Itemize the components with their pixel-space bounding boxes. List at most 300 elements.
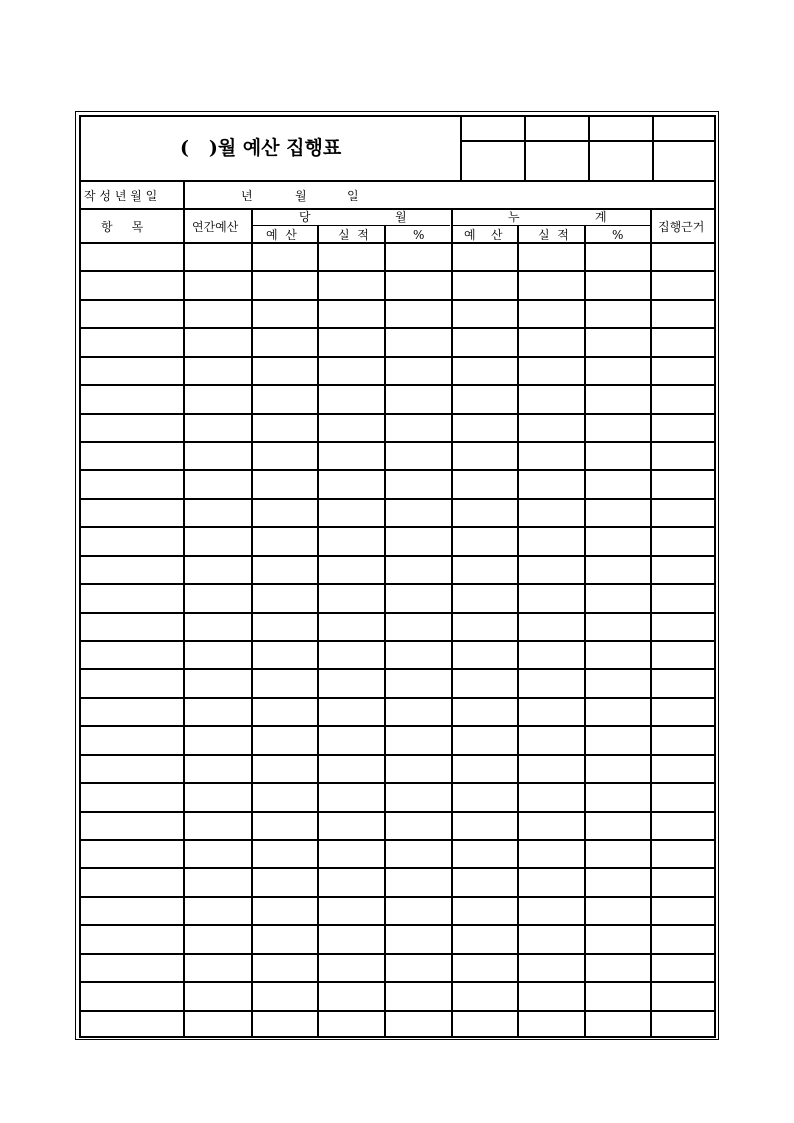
table-cell[interactable]: [654, 563, 712, 581]
table-cell[interactable]: [388, 705, 447, 723]
table-cell[interactable]: [521, 875, 580, 893]
table-cell[interactable]: [654, 534, 712, 552]
table-cell[interactable]: [187, 904, 247, 922]
table-cell[interactable]: [654, 676, 712, 694]
table-cell[interactable]: [588, 989, 646, 1007]
table-cell[interactable]: [83, 563, 179, 581]
table-cell[interactable]: [455, 705, 513, 723]
table-cell[interactable]: [521, 449, 580, 467]
table-cell[interactable]: [321, 449, 380, 467]
table-cell[interactable]: [255, 875, 313, 893]
table-cell[interactable]: [521, 278, 580, 296]
table-cell[interactable]: [521, 1018, 580, 1036]
table-cell[interactable]: [388, 591, 447, 609]
header-bottom: [79, 242, 716, 244]
table-cell[interactable]: [588, 250, 646, 268]
table-cell[interactable]: [654, 364, 712, 382]
table-cell[interactable]: [321, 250, 380, 268]
column-divider: [384, 225, 386, 1038]
table-cell[interactable]: [588, 591, 646, 609]
table-cell[interactable]: [255, 477, 313, 495]
table-cell[interactable]: [83, 961, 179, 979]
column-divider: [650, 208, 652, 1038]
table-row: [79, 583, 716, 585]
table-cell[interactable]: [255, 847, 313, 865]
table-cell[interactable]: [521, 676, 580, 694]
table-row: [79, 327, 716, 329]
table-cell[interactable]: [187, 449, 247, 467]
approval-box-divider: [588, 115, 590, 182]
table-cell[interactable]: [388, 620, 447, 638]
table-cell[interactable]: [321, 989, 380, 1007]
table-cell[interactable]: [255, 591, 313, 609]
table-cell[interactable]: [455, 534, 513, 552]
table-cell[interactable]: [321, 932, 380, 950]
table-cell[interactable]: [654, 307, 712, 325]
table-cell[interactable]: [455, 733, 513, 751]
table-cell[interactable]: [588, 563, 646, 581]
table-cell[interactable]: [521, 648, 580, 666]
table-cell[interactable]: [321, 534, 380, 552]
table-cell[interactable]: [388, 364, 447, 382]
table-cell[interactable]: [255, 1018, 313, 1036]
table-cell[interactable]: [388, 335, 447, 353]
table-cell[interactable]: [321, 506, 380, 524]
table-cell[interactable]: [654, 819, 712, 837]
table-cell[interactable]: [588, 961, 646, 979]
table-cell[interactable]: [388, 790, 447, 808]
table-cell[interactable]: [654, 620, 712, 638]
table-cell[interactable]: [321, 392, 380, 410]
table-cell[interactable]: [321, 847, 380, 865]
table-cell[interactable]: [321, 819, 380, 837]
table-cell[interactable]: [521, 762, 580, 780]
approval-box-divider: [652, 115, 654, 182]
table-cell[interactable]: [187, 250, 247, 268]
table-cell[interactable]: [588, 1018, 646, 1036]
table-cell[interactable]: [83, 1018, 179, 1036]
table-cell[interactable]: [455, 506, 513, 524]
table-cell[interactable]: [83, 620, 179, 638]
table-cell[interactable]: [321, 705, 380, 723]
table-cell[interactable]: [588, 733, 646, 751]
table-row: [79, 441, 716, 443]
table-cell[interactable]: [388, 506, 447, 524]
table-cell[interactable]: [521, 904, 580, 922]
table-cell[interactable]: [388, 932, 447, 950]
table-cell[interactable]: [187, 733, 247, 751]
table-cell[interactable]: [588, 648, 646, 666]
table-cell[interactable]: [521, 506, 580, 524]
table-cell[interactable]: [321, 961, 380, 979]
table-cell[interactable]: [187, 676, 247, 694]
table-cell[interactable]: [455, 250, 513, 268]
table-row: [79, 725, 716, 727]
table-cell[interactable]: [654, 961, 712, 979]
table-cell[interactable]: [521, 364, 580, 382]
table-cell[interactable]: [521, 620, 580, 638]
table-cell[interactable]: [255, 676, 313, 694]
table-cell[interactable]: [83, 648, 179, 666]
table-cell[interactable]: [654, 591, 712, 609]
table-cell[interactable]: [588, 449, 646, 467]
table-cell[interactable]: [388, 733, 447, 751]
table-cell[interactable]: [654, 989, 712, 1007]
table-cell[interactable]: [388, 762, 447, 780]
table-cell[interactable]: [83, 847, 179, 865]
table-cell[interactable]: [521, 989, 580, 1007]
table-cell[interactable]: [187, 762, 247, 780]
table-row: [79, 612, 716, 614]
table-cell[interactable]: [321, 733, 380, 751]
table-cell[interactable]: [321, 1018, 380, 1036]
table-cell[interactable]: [83, 421, 179, 439]
table-cell[interactable]: [321, 307, 380, 325]
table-cell[interactable]: [255, 250, 313, 268]
table-cell[interactable]: [654, 1018, 712, 1036]
table-cell[interactable]: [588, 904, 646, 922]
table-cell[interactable]: [521, 591, 580, 609]
table-cell[interactable]: [588, 421, 646, 439]
table-cell[interactable]: [588, 847, 646, 865]
table-cell[interactable]: [588, 875, 646, 893]
table-cell[interactable]: [255, 563, 313, 581]
table-cell[interactable]: [187, 335, 247, 353]
table-cell[interactable]: [388, 819, 447, 837]
table-cell[interactable]: [388, 676, 447, 694]
table-cell[interactable]: [455, 989, 513, 1007]
table-cell[interactable]: [388, 477, 447, 495]
table-cell[interactable]: [521, 932, 580, 950]
header-current-month-left: 당: [299, 210, 311, 224]
table-cell[interactable]: [588, 620, 646, 638]
table-cell[interactable]: [187, 477, 247, 495]
table-cell[interactable]: [321, 620, 380, 638]
table-cell[interactable]: [83, 733, 179, 751]
column-divider: [183, 208, 185, 1038]
table-row: [79, 668, 716, 670]
table-cell[interactable]: [654, 506, 712, 524]
table-cell[interactable]: [588, 506, 646, 524]
table-row: [79, 555, 716, 557]
table-cell[interactable]: [187, 620, 247, 638]
table-cell[interactable]: [521, 307, 580, 325]
table-cell[interactable]: [255, 648, 313, 666]
table-cell[interactable]: [83, 676, 179, 694]
column-divider: [584, 225, 586, 1038]
header-item: 항 목: [101, 220, 144, 234]
table-cell[interactable]: [187, 1018, 247, 1036]
table-cell[interactable]: [321, 421, 380, 439]
table-cell[interactable]: [83, 307, 179, 325]
approval-box-separator: [460, 140, 716, 142]
table-row: [79, 953, 716, 955]
table-cell[interactable]: [255, 932, 313, 950]
table-cell[interactable]: [187, 961, 247, 979]
table-cell[interactable]: [83, 392, 179, 410]
table-cell[interactable]: [521, 392, 580, 410]
subheader-cu-pct: %: [612, 228, 624, 242]
table-cell[interactable]: [588, 278, 646, 296]
column-divider: [451, 208, 453, 1038]
table-cell[interactable]: [388, 278, 447, 296]
table-cell[interactable]: [321, 278, 380, 296]
table-cell[interactable]: [255, 762, 313, 780]
table-cell[interactable]: [255, 506, 313, 524]
table-cell[interactable]: [455, 762, 513, 780]
table-cell[interactable]: [654, 875, 712, 893]
table-cell[interactable]: [388, 1018, 447, 1036]
column-divider: [517, 225, 519, 1038]
table-cell[interactable]: [321, 335, 380, 353]
table-cell[interactable]: [654, 904, 712, 922]
table-cell[interactable]: [388, 534, 447, 552]
table-cell[interactable]: [187, 591, 247, 609]
table-cell[interactable]: [455, 620, 513, 638]
table-cell[interactable]: [388, 563, 447, 581]
table-cell[interactable]: [521, 335, 580, 353]
table-cell[interactable]: [588, 335, 646, 353]
table-cell[interactable]: [83, 762, 179, 780]
table-cell[interactable]: [255, 620, 313, 638]
table-cell[interactable]: [255, 364, 313, 382]
table-cell[interactable]: [83, 875, 179, 893]
table-cell[interactable]: [588, 364, 646, 382]
table-cell[interactable]: [187, 506, 247, 524]
table-cell[interactable]: [588, 819, 646, 837]
table-cell[interactable]: [388, 421, 447, 439]
table-cell[interactable]: [83, 364, 179, 382]
table-cell[interactable]: [255, 904, 313, 922]
table-cell[interactable]: [83, 506, 179, 524]
table-cell[interactable]: [83, 250, 179, 268]
table-cell[interactable]: [187, 307, 247, 325]
table-cell[interactable]: [187, 364, 247, 382]
table-cell[interactable]: [455, 421, 513, 439]
table-cell[interactable]: [83, 790, 179, 808]
table-cell[interactable]: [588, 932, 646, 950]
table-cell[interactable]: [388, 989, 447, 1007]
table-cell[interactable]: [255, 790, 313, 808]
table-cell[interactable]: [455, 932, 513, 950]
header-subdivider: [451, 225, 650, 226]
table-cell[interactable]: [83, 591, 179, 609]
header-subdivider: [251, 225, 450, 226]
header-current-month-right: 월: [395, 210, 407, 224]
table-cell[interactable]: [654, 790, 712, 808]
table-cell[interactable]: [187, 847, 247, 865]
table-cell[interactable]: [187, 790, 247, 808]
table-row: [79, 526, 716, 528]
table-cell[interactable]: [388, 961, 447, 979]
table-cell[interactable]: [255, 989, 313, 1007]
table-cell[interactable]: [521, 705, 580, 723]
approval-box-divider: [524, 115, 526, 182]
subheader-cu-actual: 실 적: [538, 228, 569, 242]
table-cell[interactable]: [654, 250, 712, 268]
table-cell[interactable]: [521, 961, 580, 979]
table-cell[interactable]: [455, 847, 513, 865]
table-cell[interactable]: [455, 563, 513, 581]
table-cell[interactable]: [654, 762, 712, 780]
header-cumulative-right: 계: [595, 210, 607, 224]
table-cell[interactable]: [455, 278, 513, 296]
table-cell[interactable]: [654, 932, 712, 950]
table-cell[interactable]: [187, 875, 247, 893]
table-cell[interactable]: [187, 534, 247, 552]
table-cell[interactable]: [521, 477, 580, 495]
table-cell[interactable]: [455, 307, 513, 325]
table-cell[interactable]: [654, 705, 712, 723]
table-cell[interactable]: [455, 335, 513, 353]
table-cell[interactable]: [321, 477, 380, 495]
table-cell[interactable]: [455, 819, 513, 837]
table-cell[interactable]: [83, 932, 179, 950]
table-cell[interactable]: [455, 1018, 513, 1036]
table-cell[interactable]: [83, 819, 179, 837]
table-cell[interactable]: [187, 563, 247, 581]
table-cell[interactable]: [83, 278, 179, 296]
table-cell[interactable]: [388, 875, 447, 893]
table-row: [79, 384, 716, 386]
table-cell[interactable]: [521, 790, 580, 808]
table-cell[interactable]: [255, 733, 313, 751]
table-cell[interactable]: [321, 875, 380, 893]
table-row: [79, 811, 716, 813]
table-cell[interactable]: [255, 421, 313, 439]
table-cell[interactable]: [588, 392, 646, 410]
table-cell[interactable]: [588, 790, 646, 808]
table-cell[interactable]: [654, 278, 712, 296]
table-cell[interactable]: [521, 250, 580, 268]
day-label: 일: [347, 189, 359, 203]
table-cell[interactable]: [654, 335, 712, 353]
table-cell[interactable]: [187, 421, 247, 439]
subheader-cu-budget: 예 산: [464, 228, 503, 242]
table-cell[interactable]: [388, 250, 447, 268]
table-cell[interactable]: [83, 534, 179, 552]
table-cell[interactable]: [321, 904, 380, 922]
table-cell[interactable]: [255, 534, 313, 552]
table-cell[interactable]: [388, 392, 447, 410]
table-cell[interactable]: [588, 477, 646, 495]
table-cell[interactable]: [654, 733, 712, 751]
subheader-cm-budget: 예 산: [266, 228, 297, 242]
table-cell[interactable]: [187, 648, 247, 666]
table-row: [79, 270, 716, 272]
column-divider: [251, 208, 253, 1038]
table-cell[interactable]: [187, 392, 247, 410]
table-cell[interactable]: [654, 477, 712, 495]
table-cell[interactable]: [455, 477, 513, 495]
table-cell[interactable]: [654, 392, 712, 410]
table-cell[interactable]: [321, 762, 380, 780]
table-cell[interactable]: [455, 676, 513, 694]
table-cell[interactable]: [321, 676, 380, 694]
table-cell[interactable]: [521, 534, 580, 552]
column-divider: [317, 225, 319, 1038]
title-divider: [460, 115, 462, 182]
table-cell[interactable]: [588, 762, 646, 780]
table-cell[interactable]: [455, 648, 513, 666]
table-cell[interactable]: [455, 790, 513, 808]
table-cell[interactable]: [654, 648, 712, 666]
table-cell[interactable]: [654, 449, 712, 467]
table-cell[interactable]: [83, 705, 179, 723]
table-cell[interactable]: [255, 307, 313, 325]
table-cell[interactable]: [187, 705, 247, 723]
table-cell[interactable]: [388, 307, 447, 325]
table-cell[interactable]: [255, 449, 313, 467]
table-cell[interactable]: [588, 705, 646, 723]
table-cell[interactable]: [455, 392, 513, 410]
table-cell[interactable]: [455, 591, 513, 609]
year-label: 년: [241, 189, 253, 203]
table-cell[interactable]: [521, 733, 580, 751]
table-cell[interactable]: [187, 278, 247, 296]
table-cell[interactable]: [588, 307, 646, 325]
subheader-cm-pct: %: [413, 228, 425, 242]
table-cell[interactable]: [83, 989, 179, 1007]
table-cell[interactable]: [321, 648, 380, 666]
table-cell[interactable]: [654, 421, 712, 439]
table-cell[interactable]: [321, 591, 380, 609]
table-cell[interactable]: [321, 364, 380, 382]
table-cell[interactable]: [321, 563, 380, 581]
table-cell[interactable]: [255, 392, 313, 410]
table-cell[interactable]: [255, 961, 313, 979]
table-cell[interactable]: [588, 676, 646, 694]
table-cell[interactable]: [388, 648, 447, 666]
table-cell[interactable]: [255, 335, 313, 353]
table-cell[interactable]: [455, 961, 513, 979]
table-cell[interactable]: [388, 904, 447, 922]
table-cell[interactable]: [255, 278, 313, 296]
table-cell[interactable]: [455, 904, 513, 922]
table-cell[interactable]: [255, 819, 313, 837]
table-cell[interactable]: [83, 904, 179, 922]
table-row: [79, 896, 716, 898]
table-cell[interactable]: [83, 335, 179, 353]
table-cell[interactable]: [83, 477, 179, 495]
table-cell[interactable]: [321, 790, 380, 808]
table-cell[interactable]: [83, 449, 179, 467]
table-cell[interactable]: [255, 705, 313, 723]
date-label: 작 성 년 월 일: [84, 189, 158, 203]
table-cell[interactable]: [654, 847, 712, 865]
table-cell[interactable]: [455, 364, 513, 382]
table-cell[interactable]: [388, 449, 447, 467]
table-cell[interactable]: [521, 819, 580, 837]
table-row: [79, 299, 716, 301]
table-cell[interactable]: [455, 449, 513, 467]
table-cell[interactable]: [187, 989, 247, 1007]
table-cell[interactable]: [521, 421, 580, 439]
table-row: [79, 697, 716, 699]
table-row: [79, 782, 716, 784]
header-basis: 집행근거: [658, 220, 705, 234]
table-cell[interactable]: [588, 534, 646, 552]
table-cell[interactable]: [521, 563, 580, 581]
table-cell[interactable]: [455, 875, 513, 893]
table-cell[interactable]: [187, 819, 247, 837]
table-cell[interactable]: [388, 847, 447, 865]
page-title: ( )월 예산 집행표: [180, 137, 342, 159]
table-cell[interactable]: [521, 847, 580, 865]
table-row: [79, 469, 716, 471]
table-row: [79, 498, 716, 500]
table-cell[interactable]: [187, 932, 247, 950]
